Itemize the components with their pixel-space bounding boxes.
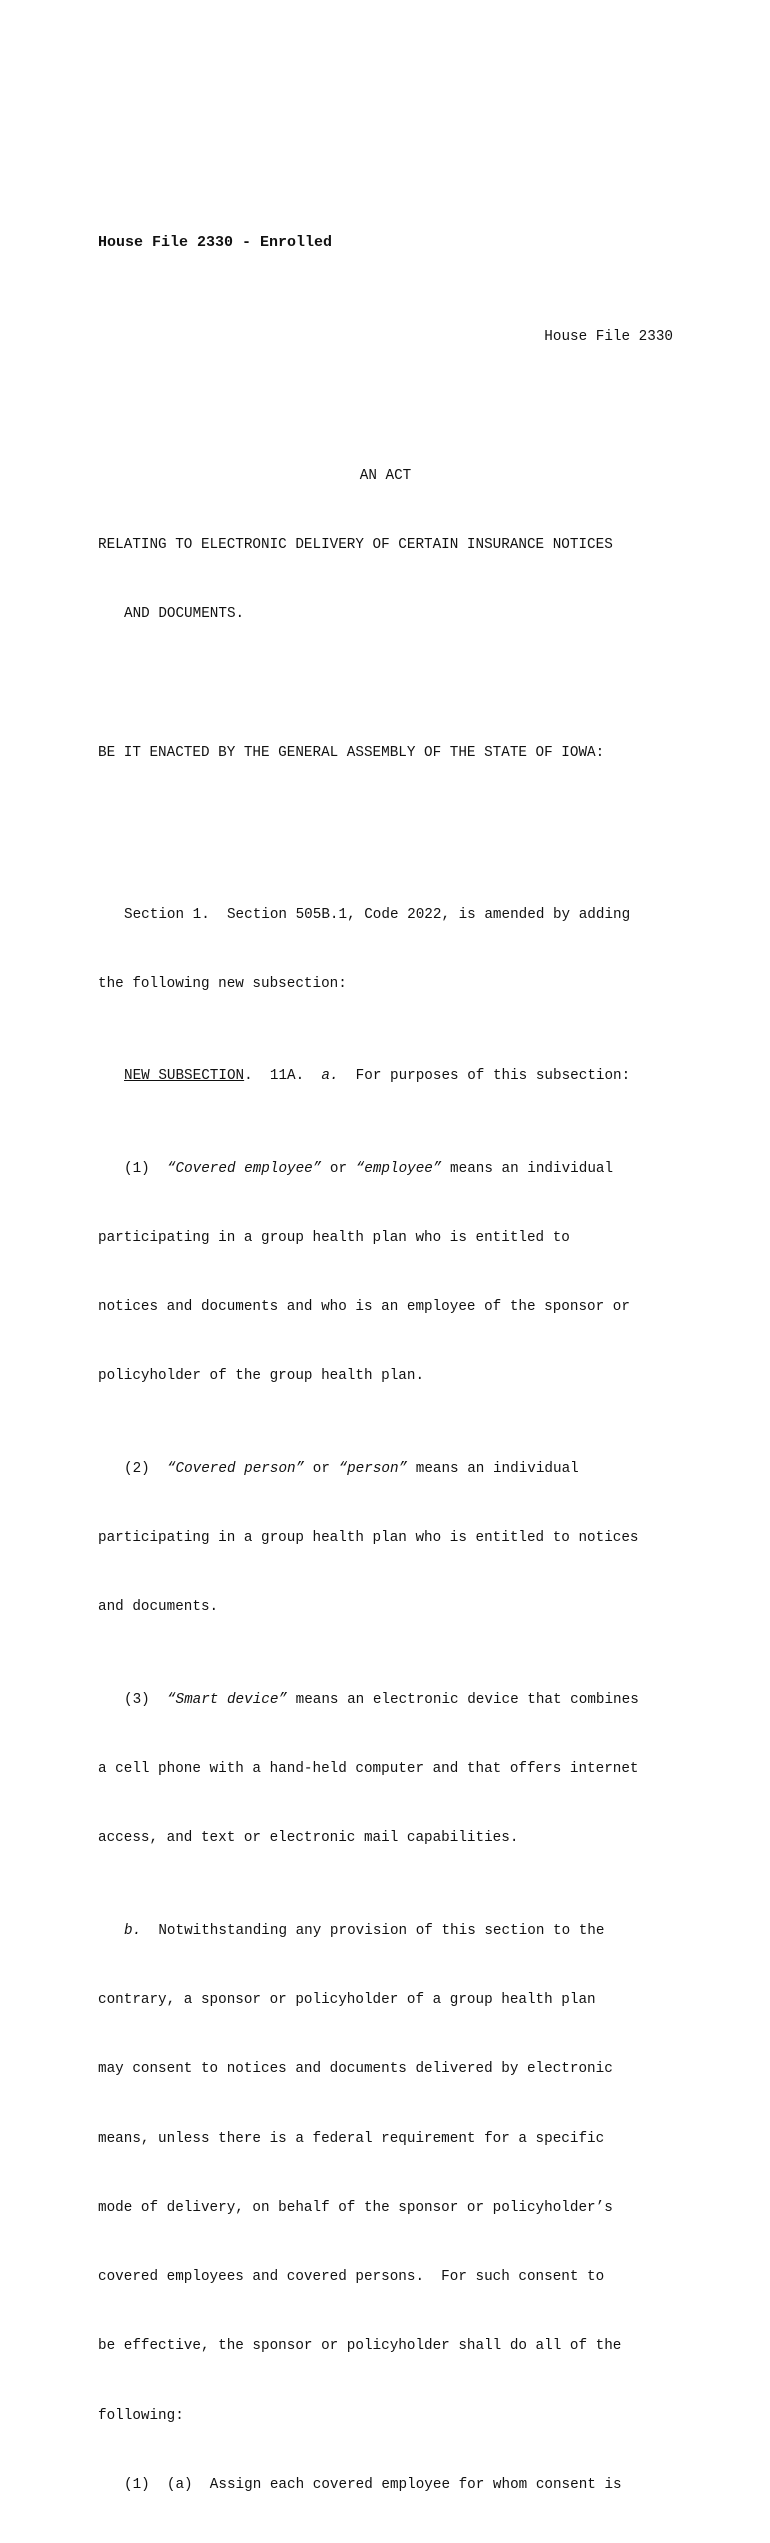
spacer bbox=[98, 673, 678, 696]
definition-text: means an individual bbox=[407, 1460, 579, 1477]
connector-text: or bbox=[304, 1460, 339, 1477]
definition-1-line-3: notices and documents and who is an employee of the sponsor or bbox=[98, 1299, 630, 1316]
defined-term: “employee” bbox=[355, 1160, 442, 1177]
paragraph-text: Notwithstanding any provision of this section to the bbox=[141, 1922, 605, 1939]
paragraph-b-line-5: mode of delivery, on behalf of the sponsor or policyholder’s bbox=[98, 2199, 613, 2216]
defined-term: “Covered person” bbox=[166, 1460, 305, 1477]
spacer bbox=[98, 395, 678, 418]
paragraph-b-line-4: means, unless there is a federal requirement for a specific bbox=[98, 2130, 605, 2147]
definition-1-line-4: policyholder of the group health plan. bbox=[98, 1368, 425, 1385]
new-subsection-label: NEW SUBSECTION bbox=[124, 1068, 245, 1085]
spacer bbox=[98, 811, 678, 834]
defined-term: “Smart device” bbox=[166, 1691, 288, 1708]
enacting-clause: BE IT ENACTED BY THE GENERAL ASSEMBLY OF THE STATE OF IOWA: bbox=[98, 744, 605, 761]
paragraph-b-line-7: be effective, the sponsor or policyholder shall do all of the bbox=[98, 2338, 622, 2355]
relating-line-1: RELATING TO ELECTRONIC DELIVERY OF CERTAIN INSURANCE NOTICES bbox=[98, 537, 613, 554]
act-heading: AN ACT bbox=[359, 467, 412, 484]
subparagraph-1a-line-1: (1) (a) Assign each covered employee for whom consent is bbox=[124, 2476, 622, 2493]
definition-2-line-2: participating in a group health plan who is entitled to notices bbox=[98, 1530, 639, 1547]
file-reference: House File 2330 bbox=[544, 329, 673, 346]
definition-2-line-1 bbox=[98, 1458, 678, 1481]
paragraph-b-line-6: covered employees and covered persons. For such consent to bbox=[98, 2269, 605, 2286]
definition-1-line-2: participating in a group health plan who is entitled to bbox=[98, 1229, 570, 1246]
connector-text: or bbox=[321, 1160, 356, 1177]
new-subsection-line bbox=[98, 1065, 678, 1088]
paragraph-letter-a: a. bbox=[321, 1068, 339, 1085]
paragraph-b-line-2: contrary, a sponsor or policyholder of a group health plan bbox=[98, 1991, 596, 2008]
definition-number: (3) bbox=[124, 1691, 167, 1708]
definition-3-line-1 bbox=[98, 1689, 678, 1712]
relating-line-2: AND DOCUMENTS. bbox=[124, 606, 245, 623]
paragraph-letter-b: b. bbox=[124, 1922, 142, 1939]
paragraph-b-line-3: may consent to notices and documents delivered by electronic bbox=[98, 2061, 613, 2078]
paragraph-b-line-8: following: bbox=[98, 2407, 184, 2424]
definition-3-line-3: access, and text or electronic mail capabilities. bbox=[98, 1830, 519, 1847]
definition-3-line-2: a cell phone with a hand-held computer and that offers internet bbox=[98, 1761, 639, 1777]
section-1-line-1: Section 1. Section 505B.1, Code 2022, is amended by adding bbox=[124, 906, 631, 923]
section-1-line-2: the following new subsection: bbox=[98, 975, 347, 992]
definition-1-line-1 bbox=[98, 1158, 678, 1181]
new-subsection-intro: For purposes of this subsection: bbox=[338, 1068, 631, 1085]
defined-term: “person” bbox=[338, 1460, 408, 1477]
definition-2-line-3: and documents. bbox=[98, 1599, 219, 1616]
new-subsection-number: . 11A. bbox=[244, 1068, 322, 1085]
definition-text: means an individual bbox=[441, 1160, 614, 1177]
paragraph-b-line-1 bbox=[98, 1920, 678, 1943]
definition-text: means an electronic device that combines bbox=[287, 1691, 639, 1708]
definition-number: (2) bbox=[124, 1460, 167, 1477]
page-title: House File 2330 - Enrolled bbox=[98, 234, 333, 251]
definition-number: (1) bbox=[124, 1160, 167, 1177]
document-body bbox=[98, 280, 678, 2543]
defined-term: “Covered employee” bbox=[166, 1160, 322, 1177]
